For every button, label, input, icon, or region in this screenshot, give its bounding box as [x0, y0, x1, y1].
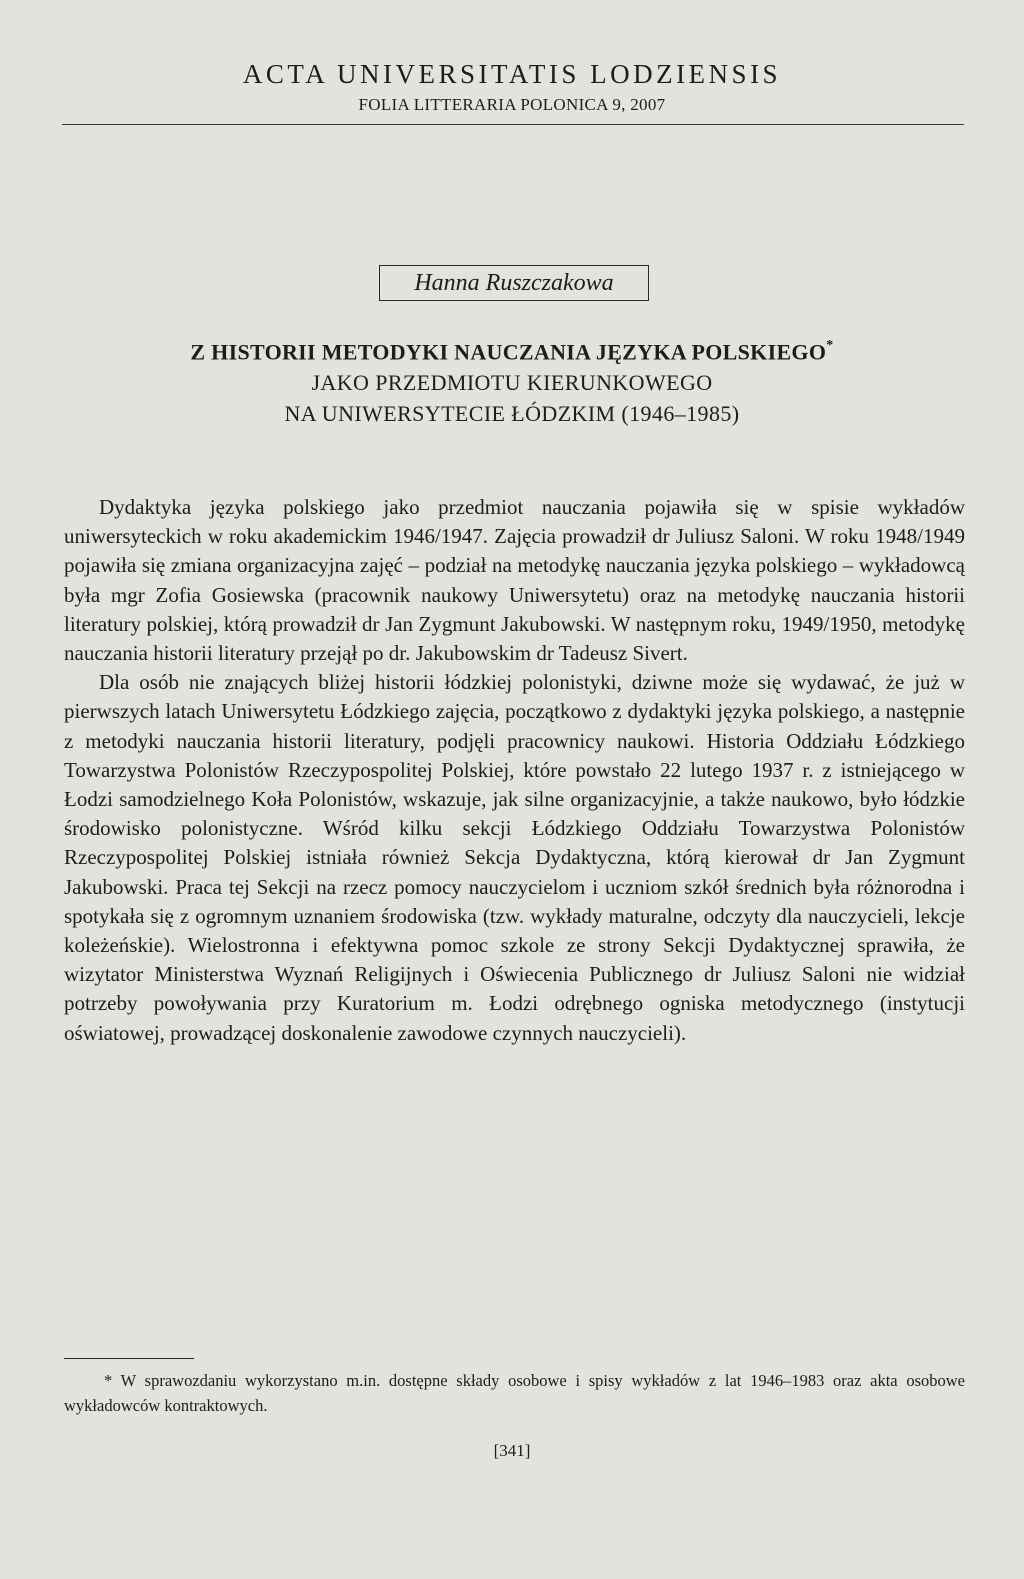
footnote-divider: [64, 1358, 194, 1359]
paragraph-2: Dla osób nie znających bliżej historii łódzkiej polonistyki, dziwne może się wydawać, że już w pierwszych latach Uniwersytetu Łódzkiego zajęcia, początkowo z dydaktyki języka polskiego, a następnie z metodyki nauczania historii literatury, podjęli pracownicy naukowi. Historia Oddziału Łódzkiego Towarzystwa Polonistów Rzeczypospolitej Polskiej, które powstało 22 lutego 1937 r. z istniejącego w Łodzi samodzielnego Koła Polonistów, wskazuje, jak silne organizacyjnie, a także naukowo, było łódzkie środowisko polonistyczne. Wśród kilku sekcji Łódzkiego Oddziału Towarzystwa Polonistów Rzeczypospolitej Polskiej istniała również Sekcja Dydaktyczna, którą kierował dr Jan Zygmunt Jakubowski. Praca tej Sekcji na rzecz pomocy nauczycielom i uczniom szkół średnich była różnorodna i spotykała się z ogromnym uznaniem środowiska (tzw. wykłady maturalne, odczyty dla nauczycieli, lekcje koleżeńskie). Wielostronna i efektywna pomoc szkole ze strony Sekcji Dydaktycznej sprawiła, że wizytator Ministerstwa Wyznań Religijnych i Oświecenia Publicznego dr Juliusz Saloni nie widział potrzeby powoływania przy Kuratorium m. Łodzi odrębnego ogniska metodycznego (instytucji oświatowej, prowadzącej doskonalenie zawodowe czynnych nauczycieli).: [64, 670, 965, 1045]
article-title-line-1-text: Z HISTORII METODYKI NAUCZANIA JĘZYKA POLSKIEGO: [190, 339, 827, 365]
footnote: [64, 1368, 965, 1418]
paragraph-1: Dydaktyka języka polskiego jako przedmiot nauczania pojawiła się w spisie wykładów uniwersyteckich w roku akademickim 1946/1947. Zajęcia prowadził dr Juliusz Saloni. W roku 1948/1949 pojawiła się zmiana organizacyjna zajęć – podział na metodykę nauczania języka polskiego – wykładowcą była mgr Zofia Gosiewska (pracownik naukowy Uniwersytetu) oraz na metodykę nauczania historii literatury polskiej, którą prowadził dr Jan Zygmunt Jakubowski. W następnym roku, 1949/1950, metodykę nauczania historii literatury przejął po dr. Jakubowskim dr Tadeusz Sivert.: [64, 495, 965, 666]
footnote-text: W sprawozdaniu wykorzystano m.in. dostępne składy osobowe i spisy wykładów z lat 1946–1983 oraz akta osobowe wykładowców kontraktowych.: [64, 1371, 965, 1415]
article-title-line-1: [0, 332, 1024, 367]
journal-title: ACTA UNIVERSITATIS LODZIENSIS: [242, 59, 782, 89]
page-number: [341]: [493, 1441, 531, 1460]
journal-series: FOLIA LITTERARIA POLONICA 9, 2007: [358, 95, 666, 114]
article-body: [64, 493, 965, 1048]
article-title: [0, 332, 1024, 429]
footnote-reference[interactable]: *: [826, 338, 834, 353]
article-title-line-3: NA UNIWERSYTECIE ŁÓDZKIM (1946–1985): [284, 401, 740, 427]
article-title-line-2: JAKO PRZEDMIOTU KIERUNKOWEGO: [311, 370, 713, 396]
footnote-marker: *: [104, 1371, 113, 1390]
author-name: Hanna Ruszczakowa: [379, 265, 649, 301]
header-divider: [62, 124, 964, 125]
